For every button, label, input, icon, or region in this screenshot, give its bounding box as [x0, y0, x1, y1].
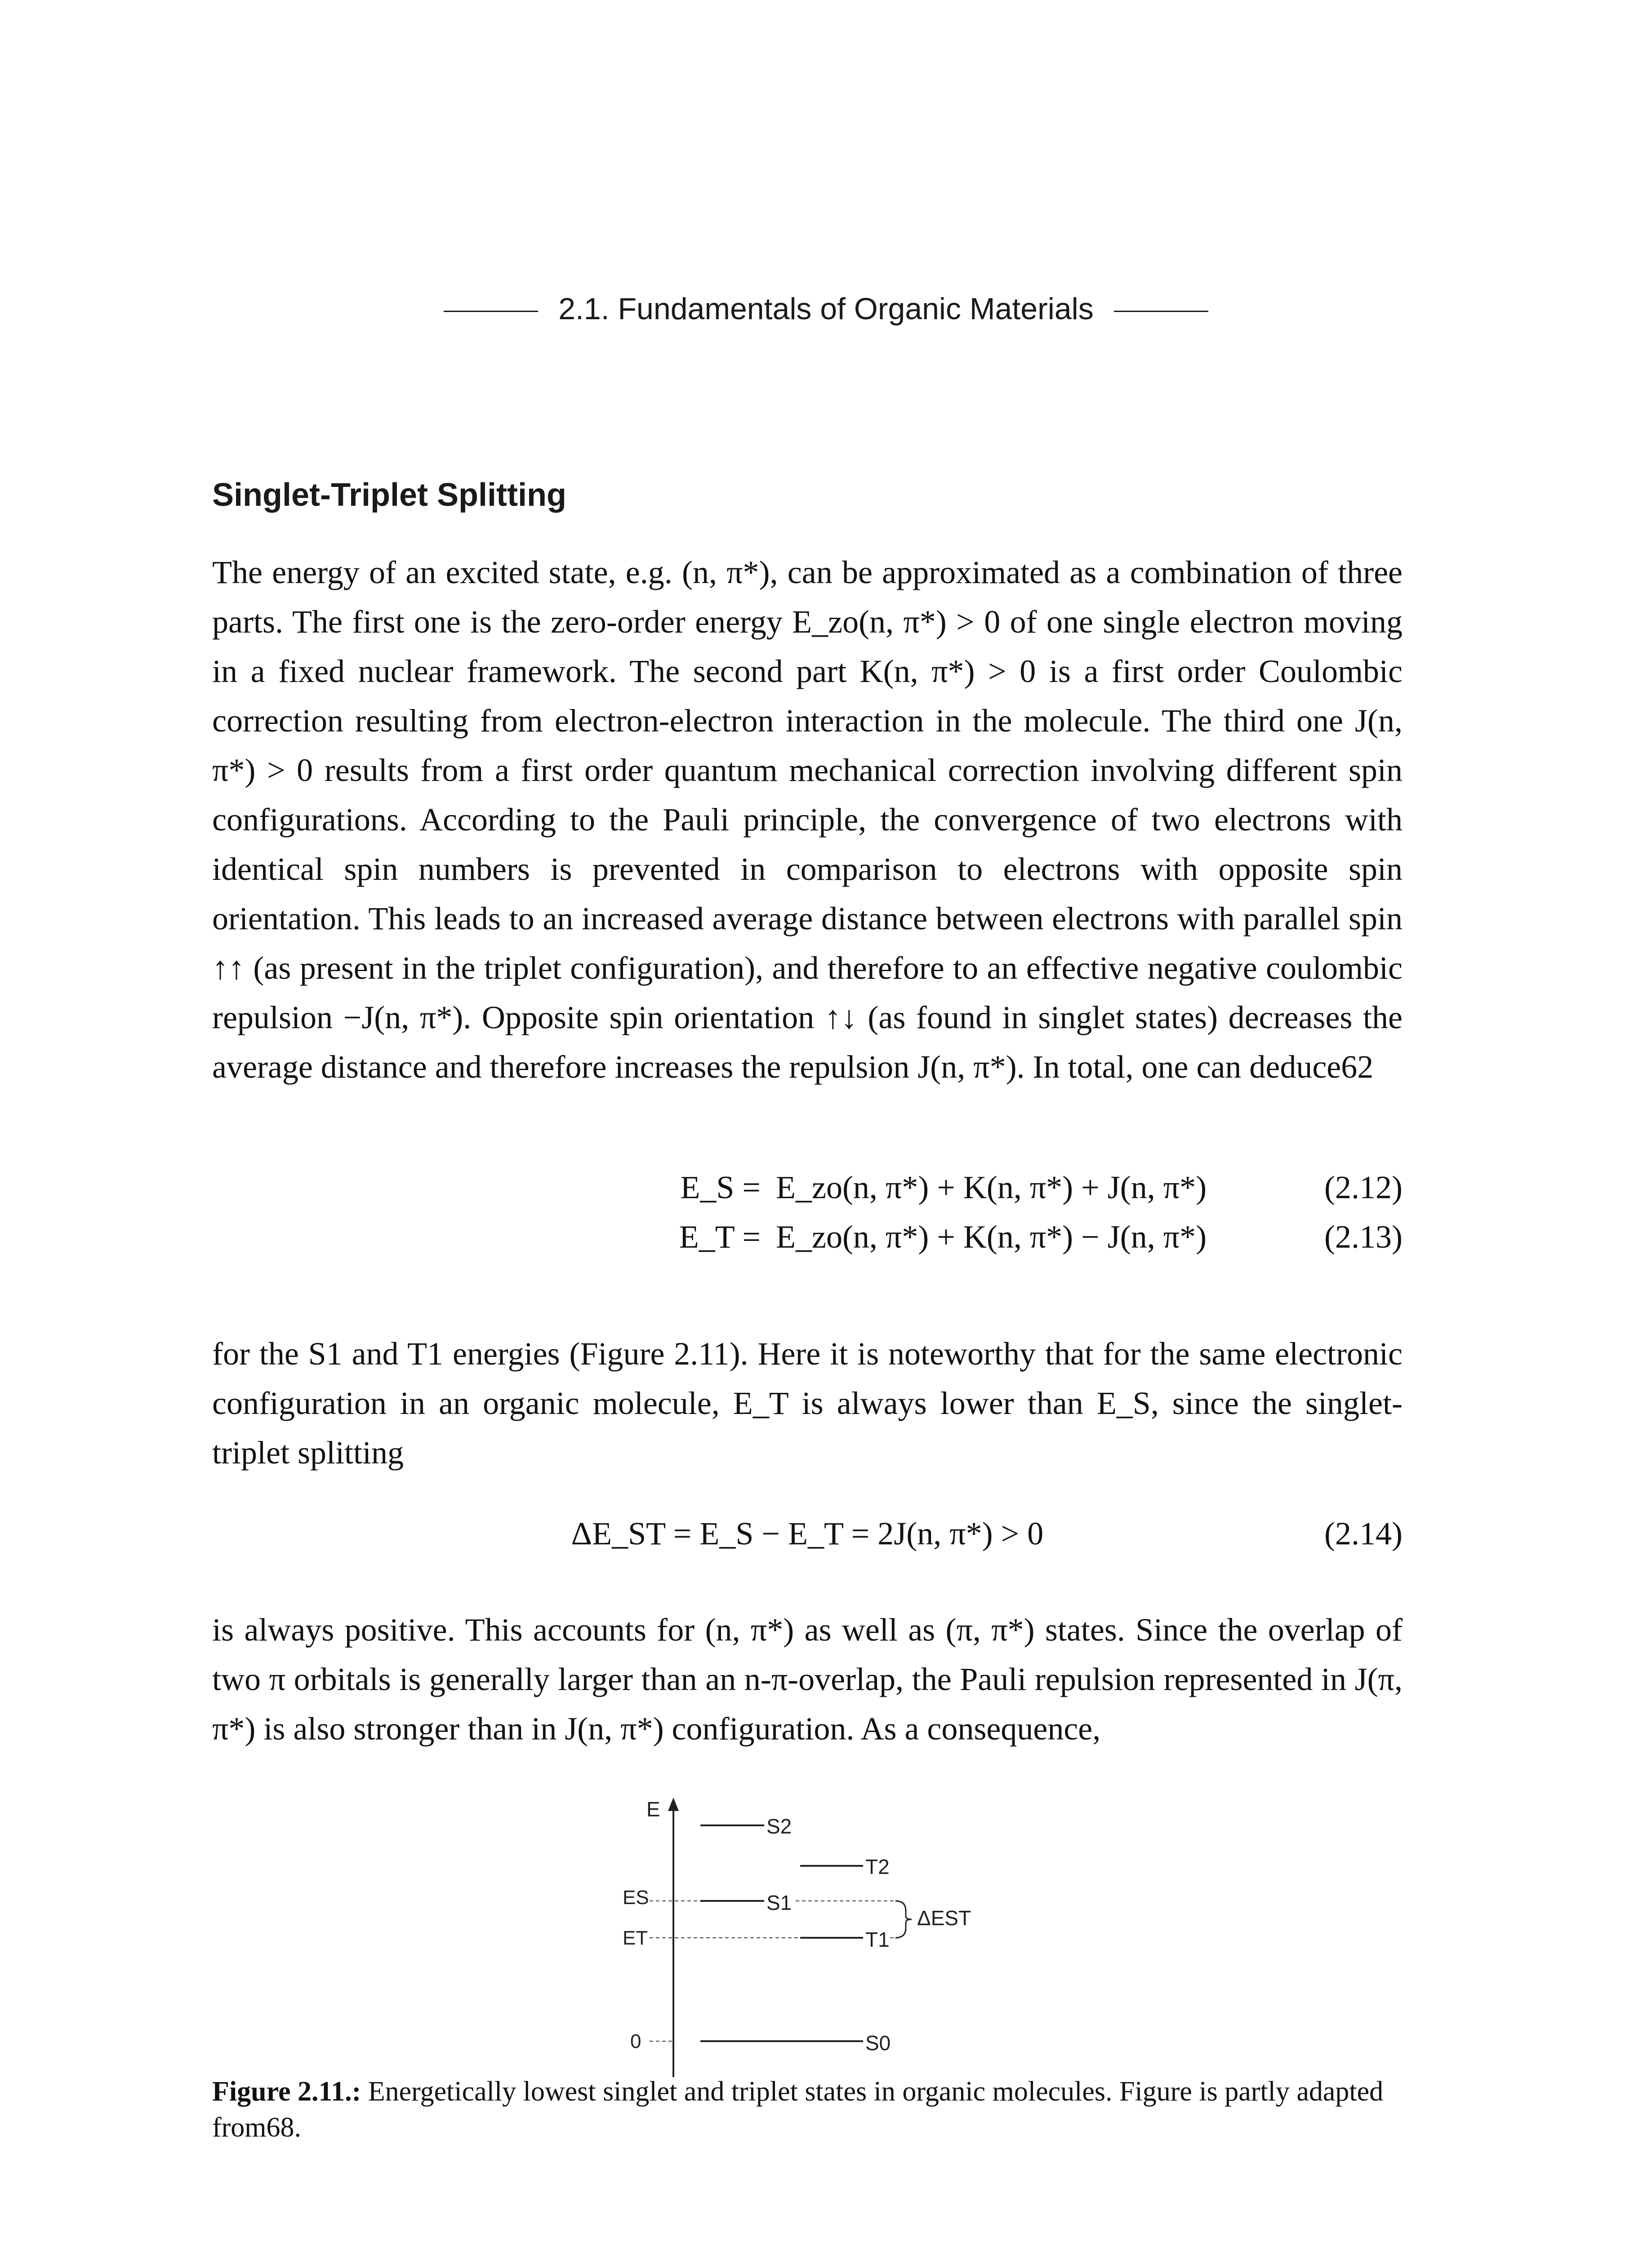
paragraph-2-text: for the S1 and T1 energies (Figure 2.11). Here it is noteworthy that for the same electronic configuration in an organic molecule, E_T is always lower than E_S, since the singlet-triplet splitting	[212, 1336, 1403, 1471]
figure-caption	[212, 2074, 1403, 2145]
level-s1-label: S1	[766, 1891, 792, 1914]
equation-2-13	[212, 1218, 1403, 1268]
energy-level-diagram	[598, 1789, 1070, 2104]
level-t1-label: T1	[865, 1928, 890, 1951]
paragraph-1	[212, 548, 1403, 1092]
et-axis-label: ET	[623, 1927, 648, 1949]
header-rule-left	[444, 311, 538, 312]
equation-block-1	[212, 1169, 1403, 1268]
paragraph-3	[212, 1605, 1403, 1753]
level-t2-label: T2	[865, 1855, 890, 1878]
equation-2-13-number: (2.13)	[1324, 1219, 1403, 1255]
equation-2-12-lhs: E_S =	[680, 1169, 761, 1205]
equation-2-12	[212, 1169, 1403, 1218]
paragraph-2	[212, 1329, 1403, 1477]
delta-est-label: ΔEST	[917, 1906, 971, 1930]
energy-axis-label: E	[646, 1798, 660, 1821]
paragraph-3-text: is always positive. This accounts for (n, π*) as well as (π, π*) states. Since the overlap of two π orbitals is generally larger than an n-π-overlap, the Pauli repulsion represented in J(π, π*) is also stronger than in J(n, π*) configuration. As a consequence,	[212, 1612, 1403, 1747]
equation-2-12-rhs: E_zo(n, π*) + K(n, π*) + J(n, π*)	[776, 1169, 1207, 1205]
equation-2-13-lhs: E_T =	[679, 1219, 761, 1255]
zero-axis-label: 0	[630, 2030, 641, 2052]
energy-axis-arrow	[668, 1798, 679, 1811]
running-header	[0, 291, 1652, 326]
figure-caption-text: Energetically lowest singlet and triplet states in organic molecules. Figure is partly adapted from68.	[212, 2076, 1384, 2143]
paragraph-1-text: The energy of an excited state, e.g. (n, π*), can be approximated as a combination of three parts. The first one is the zero-order energy E_zo(n, π*) > 0 of one single electron moving in a fixed nuclear framework. The second part K(n, π*) > 0 is a first order Coulombic correction resulting from electron-electron interaction in the molecule. The third one J(n, π*) > 0 results from a first order quantum mechanical correction involving different spin configurations. According to the Pauli principle, the convergence of two electrons with identical spin numbers is prevented in comparison to electrons with opposite spin orientation. This leads to an increased average distance between electrons with parallel spin ↑↑ (as present in the triplet configuration), and therefore to an effective negative coulombic repulsion −J(n, π*). Opposite spin orientation ↑↓ (as found in singlet states) decreases the average distance and therefore increases the repulsion J(n, π*). In total, one can deduce62	[212, 554, 1403, 1085]
delta-brace	[895, 1901, 912, 1938]
equation-2-14-text: ΔE_ST = E_S − E_T = 2J(n, π*) > 0	[571, 1516, 1044, 1552]
equation-2-14	[212, 1515, 1403, 1565]
header-rule-right	[1114, 311, 1208, 312]
equation-2-14-number: (2.14)	[1324, 1516, 1403, 1552]
level-s2-label: S2	[766, 1815, 792, 1838]
level-s0-label: S0	[865, 2031, 891, 2055]
running-title: 2.1. Fundamentals of Organic Materials	[558, 292, 1094, 326]
es-axis-label: ES	[623, 1887, 649, 1909]
figure-caption-label: Figure 2.11.:	[212, 2076, 361, 2107]
section-title: Singlet-Triplet Splitting	[212, 477, 566, 513]
equation-2-13-rhs: E_zo(n, π*) + K(n, π*) − J(n, π*)	[776, 1219, 1207, 1255]
equation-block-2	[212, 1515, 1403, 1565]
equation-2-12-number: (2.12)	[1324, 1169, 1403, 1205]
